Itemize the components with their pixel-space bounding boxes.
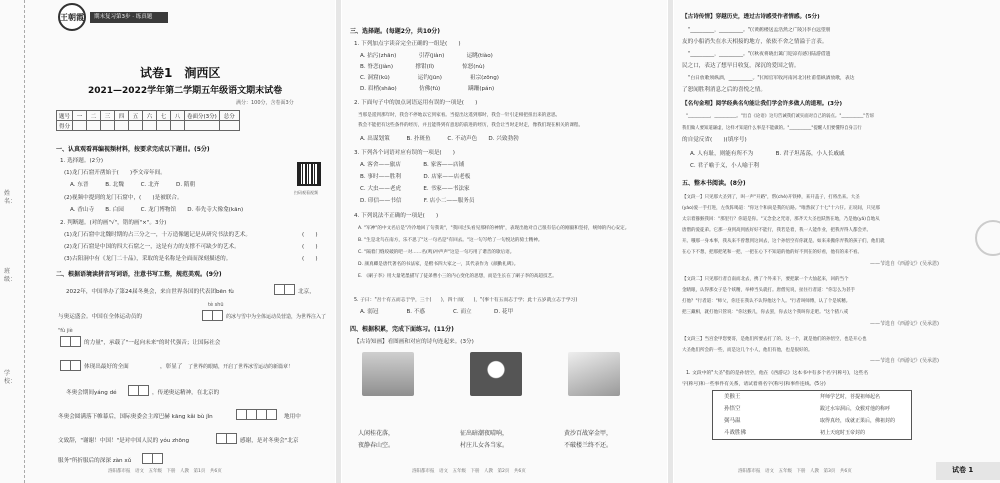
binding-line [24,0,25,483]
score-head: 三 [101,111,115,121]
reading-line: 唐僧的爱徒弟。它那一身到高到底好好不能行，我若是着，我一人能作业，把我弄得人都会弄。 [682,228,871,233]
poem-image-3 [568,352,620,396]
q1-1: (1)龙门石窟开凿始于( )李文帝年间。 [64,170,166,176]
score-head: 二 [87,111,101,121]
q3-2: 2. 下面句子中的加点词语运用有误的一项是( ) [354,100,478,106]
q3-3: 3. 下列各个词语对应有误的一项是( ) [354,150,455,156]
section-4-heading: 四、根据积累，完成下面练习。(11分) [350,326,454,333]
text-line: "__________，__________。"出自《论语》这句告诫我们诚实面对自己的弱点。"__________"告诉 [686,114,875,119]
score-head: 六 [143,111,157,121]
pinyin-hint: tè shū [208,302,224,308]
class-label: 班级： [4,268,17,283]
pinyin-grid-zanxu[interactable] [142,453,162,464]
reading-line: 开。哦那一身本事，我从来不曾想到这回去，这个孙悟空有你就是。如来来搬你弄我的孩子们，他们就 [682,239,885,244]
match-left-item[interactable]: 孙悟空 [724,406,741,412]
passage-line: ，彰显了 [160,364,183,370]
page-1-footer: 洛阳都市报 语文 五年级 下册 人教 第1页 共6页 [108,469,222,474]
score-head: 一 [73,111,87,121]
poem-line: 征出暗潮夜晴响， [460,430,509,437]
q2: 2. 判断题。(对的画"√"，错的画"×"。3分) [60,220,167,226]
option: D. 眉梢(shāo) 仿佛(fú) 蹒跚(pán) [360,86,495,92]
match-right-item[interactable]: 拜师学艺时，菩提祖师起名 [820,394,881,400]
qr-code[interactable] [297,162,321,186]
q2-1: (1)龙门石窟中北魏时期的占三分之一，十万造像题记是从研究书法的艺术。 [64,232,251,238]
poem-match-heading: 【古诗知画】看图画和对应的诗句连起来。(3分) [354,339,474,345]
q3-2-passage: 当那是遥到那年时，我会不停地以它到家看。当提出这遥到那时，我会一针引走相把扭出来的意思。 [358,113,561,118]
option: B. 事时——胜利 D. 店家——店老板 [360,174,471,180]
pinyin-grid-benfu[interactable] [274,284,294,295]
poem-line: 不破楼兰终不还。 [564,442,613,449]
text-line: 了恕闻胜利消息之后的喜悦之情。 [682,87,766,93]
score-note: 满分：100分，含卷面3分 [236,100,294,106]
passage-line: 了世界的眼睛，开启了世界冰雪运动的新篇章！ [188,364,294,370]
reading-line: 【文段三】当宫金甲您要哥，是他们所要去打了的。这一个，就是他们的孙悟空，也是开心也 [682,337,867,342]
match-left-item[interactable]: 美猴王 [724,394,741,400]
reading-line: 金睛眼，认得那女子是个妖精，举棒当头就打。唐僧见说，扯住行者道："你怎么为甚手 [682,288,856,293]
match-left-item[interactable]: 弼马温 [724,418,741,424]
reading-line: (yào)爱一手打进，左伐阵喝道："你这个和尚是我的后路。"唯然叙了十七"十六仔。正说间，只见那 [682,206,880,211]
exam-page-1 [0,0,335,483]
q2-1-paren: ( ) [302,232,318,238]
option: B. "生是北鸟在南方，乐不思了"这一句名是"有回去。"这一句写给了一句悦达的骑士精神。 [358,238,543,243]
reading-line: 把三藏相，就打他只管说："你这猴儿，你去罢，你去这个我叫你走吧。"这个猪八戒 [682,310,849,315]
paper-number-label: 试卷 1 [952,466,974,474]
pinyin-grid-4[interactable] [60,360,80,371]
passage-line: 文致辞，"谢谢！中国！"是对中国人民的 yóu zhōng [58,438,190,444]
passage-line: 2022年，中国举办了第24届冬奥会，来自世界各国的代表团bēn fù [66,289,234,295]
name-label: 姓名： [4,190,17,205]
match-right-item[interactable]: 取得真经，成就正果后，佛祖封的 [820,418,896,424]
poem-feeling-heading: 【古诗传情】穿越历史，透过古诗感受作者情感。(5分) [682,14,820,20]
passage-line: 冬奥会期间yáng dé [66,390,117,396]
review-ribbon: 期末复习第3步 · 练真题 [90,12,168,23]
source-citation: ——节选自《西游记》(吴承恩) [870,358,939,364]
passage-line: 北京， [298,289,315,295]
page-2-footer: 洛阳都市报 语文 五年级 下册 人教 第2页 共6页 [412,469,526,474]
poem-line: 夜静春山空。 [358,442,395,449]
q5-1: 1. 文段中的"大圣"指的是孙悟空，他在《西游记》这本书中有多个名字(称号)，这些名 [686,371,869,376]
q1: 1. 选择题。(2分) [60,158,104,164]
q2-2: (2)龙门石窟是中国的四大石窟之一，这是有力的支撑不可缺少的艺术。 [64,244,240,250]
q5-1: 字(称号)和一些事件有关系，请试着将名字(称号)和事件连线。(5分) [682,382,826,387]
section-1-heading: 一、认真观看再编视频材料，按要求完成以下题目。(5分) [56,146,210,153]
poem-image-1 [362,352,414,396]
passage-line: 地用中 [284,414,301,420]
poem-image-2 [470,352,522,396]
passage-line: ，传递奥运精神，在北京的 [152,390,220,396]
q2-3: (3)古阳洞中有《龙门二十品》，采取的是名称是全面而深刻描述的。 [64,256,232,262]
page-3-footer: 洛阳都市报 语文 五年级 下册 人教 第3页 共6页 [738,469,852,474]
option: C. 大虫——老虎 E. 书家——书法家 [360,186,470,192]
option: A. "军神"的中文名后是"冷冷地回了句我说"，"我回过头看见那样的神情"，表现出他对自己很有信心的刚毅和坚持，统帅的内心安定。 [358,226,630,231]
pinyin-grid-yangde[interactable] [128,385,148,396]
score-head: 题号 [57,111,73,121]
section-2-heading: 二、根据语境读拼音写词语，注意书写工整，规范美观。(9分) [56,271,222,278]
passage-line: 与奥运盛会。中国在全体运动员的 [58,314,142,320]
score-row-label: 得分 [57,121,73,131]
text-line: 的自觉反省( )(填序号) [682,137,747,143]
score-head: 总分 [219,111,239,121]
source-citation: ——节选自《西游记》(吴承恩) [870,321,939,327]
q1-2-options: A. 香山寺 B. 白园 C. 龙门博物馆 D. 奉先寺大像龛(kān) [70,207,244,213]
passage-line: 体现出最好的全面 [84,364,129,370]
section-3-heading: 三、选择题。(每题2分，共10分) [350,28,441,35]
pinyin-grid-kangkai[interactable] [236,409,276,420]
exam-subtitle: 2021—2022学年第二学期五年级语文期末试卷 [88,86,283,96]
match-right-item[interactable]: 跋过水帘洞后，众猴对他的称呼 [820,406,891,412]
q1-2: (2)视频中提到的龙门石窟中，( )是被联合。 [64,195,183,201]
match-left-item[interactable]: 斗战胜佛 [724,430,747,436]
school-label: 学校： [4,370,17,385]
score-head: 五 [129,111,143,121]
q3-4: 4. 下列说法不正确的一项是( ) [354,213,439,219]
reading-line: 打他？"行者道："师父，你还在我认不认得他这个人。"行者叫师傅，认了个是妖精。 [682,299,851,304]
passage-line: 服务"所折服后的深深 zàn xǔ [58,458,132,464]
reading-line: 大圣他们所会的一些，而是这几个小人，他们有他，也是很好的。 [682,348,813,353]
score-head: 卷面分(3分) [185,111,220,121]
page-gutter [336,0,341,483]
option: A. 拈污(zhān) 引荐(jiàn) 运眺(tiào) [360,53,493,59]
option: A. 出谋划策 B. 扑斑鱼 C. 不动声色 D. 兴致勃勃 [360,136,519,142]
match-right-item[interactable]: 初上天庭时玉帝封的 [820,430,866,436]
quote-heading: 【名句金理】阅学经典名句能让我们学会许多做人的道理。(3分) [682,101,843,107]
option: D. 颜真卿是唐代著名的书法家，是楷书四大家之一，其代表作为《颜勤礼碑》。 [358,262,519,267]
pinyin-grid-fujie[interactable] [60,336,80,347]
q3-5: 5. 子曰："吾十有五而志于学，三十( )，四十而( )，"(事十有五而志于学；此十五岁就立志于学习) [354,298,578,303]
text-line: "白日放歌须纵酒，__________。"(《闻官军收河南河北》)杜甫借纵酒放歌，表达 [688,76,855,81]
option: E. 《刷子李》用大量笔墨描写了徒弟曹小三的内心变化的思想，而是生长在了刷子李的高超技艺。 [358,274,557,279]
poem-line: 黄沙百战穿金甲， [564,430,613,437]
score-head: 七 [157,111,171,121]
passage-line: 感谢，是对冬奥会"北京 [240,438,299,444]
source-citation: ——节选自《西游记》(吴承恩) [870,261,939,267]
reading-line: 在心下不想，把那把笔和一把，一把在心下不知道的他的好不到在的好看，他有的来不看。 [682,250,862,255]
brand-logo: 王朝霞 [58,3,86,31]
passage-line: 的力量"，承载了"一起向未来"的时代强音；让国际社会 [84,340,221,346]
reading-line: 【文段二】只见那行者自南而北去，携了个外来下，要把紧一个大仙起来，回的当个 [682,277,849,282]
passage-line: 冬奥会圆满落下帷幕后，国际奥委会主席巴赫 kāng kǎi bù jǐn [58,414,213,420]
option: A. 客舍——旅店 B. 家客——店铺 [360,162,465,168]
reading-line: 太宗着猕猴我回："那里行？你道是你。"又念金之咒语，那齐天大圣也跃然在地，乃是他(yǎ)自地从 [682,217,880,222]
section-5-heading: 五、整本书阅读。(8分) [682,180,746,187]
q3-1: 1. 下列加点字读音完全正确的一组是( ) [354,41,461,47]
pinyin-grid-teshu[interactable] [202,310,222,321]
option: B. 脊恋(jiàn) 撑钳(lǐ) 惊怒(nù) [360,64,485,70]
option: C. 洞窟(kū) 运钓(jūn) 祖宗(zōng) [360,75,499,81]
passage-line: 的冰与雪中为全体运动员营造，为世界注入了 [226,314,327,320]
pinyin-grid-youzhong[interactable] [216,433,236,444]
text-line: 友的小船消失在水天相接的地方，依依不舍之情溢于言表。 [682,39,828,45]
score-head: 四 [115,111,129,121]
q2-2-paren: ( ) [302,244,318,250]
text-line: "__________，__________。"(《黄鹤楼送孟浩然之广陵》)李白远望朋 [688,28,831,33]
poem-line: 人闲桂花落， [358,430,395,437]
option: A. 人有耻，则能有所不为 B. 君子坦荡荡，小人长戚戚 [690,151,845,157]
text-line: "__________，__________。"(《秋夜将晓出篱门迎凉有感》)陆游借遗 [688,52,831,57]
text-line: 民之口，表达了想早日收复，深沉的爱国之情。 [682,63,800,69]
option: A. 弱冠 B. 不惑 C. 而立 D. 花甲 [360,309,514,315]
score-head: 八 [171,111,185,121]
pinyin-hint: "fù jiè [58,328,73,334]
page-gutter [668,0,673,483]
score-table [56,110,240,131]
option: C. "隔着门缝咬破的吧一对……名(鸣)冲声声"这是一句巧用了谐音的歇后语。 [358,250,515,255]
qr-caption: 扫码观看视频 [294,190,318,195]
q2-3-paren: ( ) [302,256,318,262]
exam-page-2 [342,0,667,483]
reading-line: 【文段一】只见那大圣到了，叫一声"开路"，帮(chè)开铁棒，来开盖子，打将出来。大圣 [682,195,860,200]
q1-1-options: A. 东晋 B. 北魏 C. 北齐 D. 隋朝 [70,182,196,188]
poem-line: 村庄儿女各当家。 [460,442,509,449]
option: D. 印信——书信 F. 店小二——服务员 [360,198,475,204]
option: C. 君子喻于义，小人喻于利 [690,163,759,169]
text-line: 我们做人要知道谦虚，这样才知道什么事是不能做的。"__________"提醒人们要懂得自身言行 [682,126,862,131]
exam-title: 试卷1 涧西区 [140,66,221,80]
q3-2-passage: 我会不能把有这些条件的经历，并且能得到有意思的前进的经历，我会让当时走时走，像我们现在相关的课程。 [358,123,584,128]
